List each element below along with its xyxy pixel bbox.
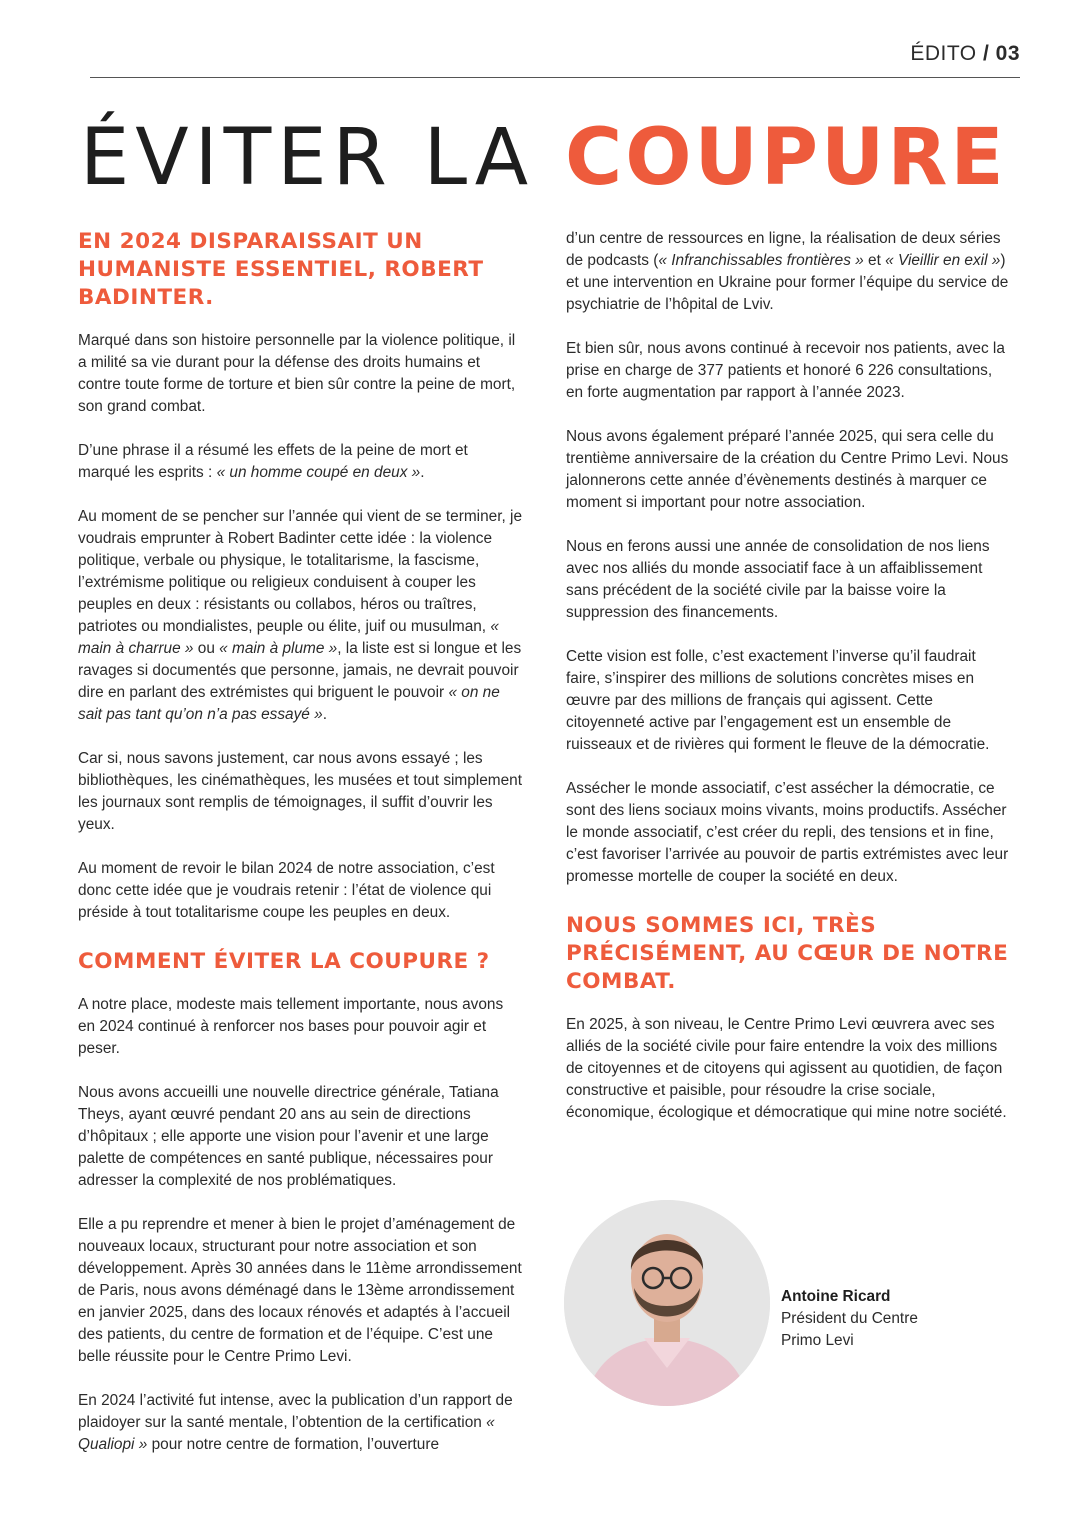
quote: « on ne sait pas tant qu’on n’a pas essayé » xyxy=(78,684,500,723)
title-accent: COUPURE xyxy=(564,113,1007,203)
section-separator: / xyxy=(982,42,990,65)
title-main: ÉVITER LA xyxy=(80,113,565,203)
paragraph: En 2025, à son niveau, le Centre Primo Levi œuvrera avec ses alliés de la société civile pour faire entendre la voix des millions de citoyennes et de citoyens qui agissent au quotidien, de façon constructive et paisible, pour résoudre la crise sociale, économique, écologique et démocratique qui mine notre société. xyxy=(566,1016,1007,1121)
section-heading-combat: NOUS SOMMES ICI, TRÈS PRÉCISÉMENT, AU CŒUR DE NOTRE COMBAT. xyxy=(566,913,1009,994)
quote: « Qualiopi » xyxy=(78,1414,495,1453)
section-name: ÉDITO xyxy=(910,42,977,65)
text-run: ou xyxy=(193,640,220,657)
section-label xyxy=(910,42,1020,66)
paragraph: A notre place, modeste mais tellement importante, nous avons en 2024 continué à renforcer nos bases pour pouvoir agir et peser. xyxy=(78,996,504,1057)
section-heading-badinter: EN 2024 DISPARAISSAIT UN HUMANISTE ESSENTIEL, ROBERT BADINTER. xyxy=(78,229,484,310)
author-portrait xyxy=(564,1200,770,1406)
section-heading-coupure: COMMENT ÉVITER LA COUPURE ? xyxy=(78,949,490,974)
paragraph: Au moment de revoir le bilan 2024 de notre association, c’est donc cette idée que je voudrais retenir : l’état de violence qui préside à tout totalitarisme coupe les peuples en deux. xyxy=(78,860,495,921)
paragraph: Assécher le monde associatif, c’est assécher la démocratie, ce sont des liens sociaux moins vivants, moins productifs. Assécher le monde associatif, c’est créer du repli, des tensions et in fine, c’est favoriser l’arrivée au pouvoir de partis extrémistes avec leur promesse mortelle de couper la société en deux. xyxy=(566,780,1009,885)
text-run: ) et une intervention en Ukraine pour former l’équipe du service de psychiatrie de l’hôpital de Lviv. xyxy=(566,252,1009,313)
left-column xyxy=(78,228,524,1456)
text-run: D’une phrase il a résumé les effets de la peine de mort et marqué les esprits : xyxy=(78,442,468,481)
podcast-title: « Infranchissables frontières » xyxy=(658,252,864,269)
paragraph: Nous avons accueilli une nouvelle directrice générale, Tatiana Theys, ayant œuvré pendant 20 ans au sein de directions d’hôpitaux ; elle apporte une vision pour l’avenir et une large palette de compétences en santé publique, nécessaires pour adresser la complexité de nos problématiques. xyxy=(78,1084,499,1189)
paragraph: Et bien sûr, nous avons continué à recevoir nos patients, avec la prise en charge de 377 patients et honoré 6 226 consultations, en forte augmentation par rapport à l’année 2023. xyxy=(566,340,1005,401)
signatory-role: Président du Centre Primo Levi xyxy=(781,1310,918,1349)
paragraph: Nous avons également préparé l’année 2025, qui sera celle du trentième anniversaire de la création du Centre Primo Levi. Nous jalonnerons cette année d’évènements destinés à marquer ce moment si important pour notre association. xyxy=(566,428,1009,511)
quote: « main à plume » xyxy=(219,640,338,657)
paragraph xyxy=(566,228,1012,316)
text-run: pour notre centre de formation, l’ouverture xyxy=(147,1436,440,1453)
podcast-title: « Vieillir en exil » xyxy=(885,252,1001,269)
portrait-illustration xyxy=(564,1200,770,1406)
paragraph: Car si, nous savons justement, car nous avons essayé ; les bibliothèques, les cinémathèques, les musées et tout simplement les journaux sont remplis de témoignages, il suffit d’ouvrir les yeux. xyxy=(78,750,523,833)
paragraph: Elle a pu reprendre et mener à bien le projet d’aménagement de nouveaux locaux, structurant pour notre association et son développement. Après 30 années dans le 11ème arrondissement de Paris, nous avons déménagé dans le 13ème arrondissement en janvier 2025, dans des locaux rénovés et adaptés à l’accueil des patients, du centre de formation et de l’équipe. C’est une belle réussite pour le Centre Primo Levi. xyxy=(78,1216,522,1365)
paragraph: Cette vision est folle, c’est exactement l’inverse qu’il faudrait faire, s’inspirer des millions de solutions concrètes mises en œuvre par des millions de français qui agissent. Cette citoyenneté active par l’engagement est un ensemble de ruisseaux et de rivières qui forment le fleuve de la démocratie. xyxy=(566,648,990,753)
quote: « un homme coupé en deux » xyxy=(216,464,421,481)
paragraph: Nous en ferons aussi une année de consolidation de nos liens avec nos alliés du monde associatif face à un affaiblissement sans précédent de la société civile par la baisse voire la suppression des financements. xyxy=(566,538,990,621)
header-divider xyxy=(90,77,1020,78)
text-run: Au moment de se pencher sur l’année qui vient de se terminer, je voudrais emprunter à Robert Badinter cette idée : la violence politique, verbale ou physique, le totalitarisme, la fascisme, l’extrémisme politique ou religieux conduisent à couper les peuples en deux : résistants ou collabos, héros ou traîtres, patriotes ou mondialistes, peuple ou élite, juif ou musulman, xyxy=(78,508,523,635)
paragraph xyxy=(78,440,524,484)
page-title xyxy=(80,112,1007,204)
quote: « main à charrue » xyxy=(78,618,499,657)
signatory-name: Antoine Ricard xyxy=(781,1288,891,1305)
text-run: En 2024 l’activité fut intense, avec la publication d’un rapport de plaidoyer sur la santé mentale, l’obtention de la certification xyxy=(78,1392,513,1431)
signature xyxy=(781,1286,951,1352)
text-run: d’un centre de ressources en ligne, la réalisation de deux séries de podcasts ( xyxy=(566,230,1001,269)
paragraph: Marqué dans son histoire personnelle par la violence politique, il a milité sa vie durant pour la défense des droits humains et contre toute forme de torture et bien sûr contre la peine de mort, son grand combat. xyxy=(78,332,516,415)
page-number: 03 xyxy=(995,42,1020,65)
paragraph xyxy=(78,506,524,726)
text-run: , la liste est si longue et les ravages si documentés que personne, jamais, ne devrait pouvoir dire en parlant des extrémistes qui briguent le pouvoir xyxy=(78,640,522,701)
text-run: . xyxy=(322,706,327,723)
right-column xyxy=(566,228,1012,1124)
text-run: . xyxy=(420,464,425,481)
text-run: et xyxy=(863,252,886,269)
paragraph xyxy=(78,1390,524,1456)
